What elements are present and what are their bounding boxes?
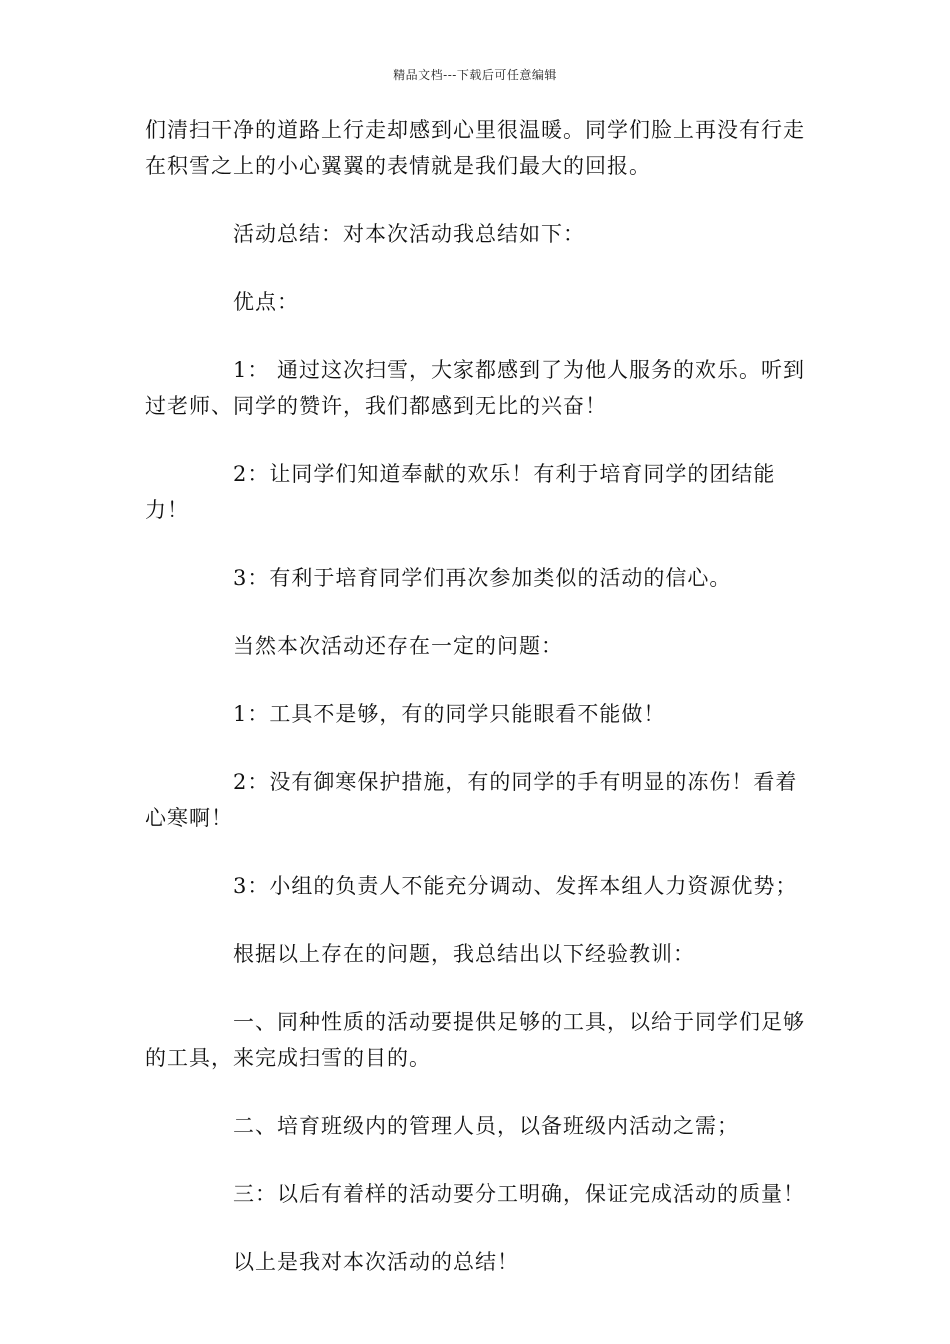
paragraph-lesson-3: 三：以后有着样的活动要分工明确，保证完成活动的质量！ [233,1182,805,1206]
page-header: 精品文档---下载后可任意编辑 [393,68,557,82]
paragraph-summary-intro: 活动总结：对本次活动我总结如下： [233,222,585,246]
paragraph-lesson-2: 二、培育班级内的管理人员，以备班级内活动之需； [233,1114,739,1138]
paragraph-advantage-1: 1： 通过这次扫雪，大家都感到了为他人服务的欢乐。听到过老师、同学的赞许，我们都感到无比的兴奋！ [145,358,806,418]
paragraph-lessons-heading: 根据以上存在的问题，我总结出以下经验教训： [233,942,695,966]
paragraph-continuation: 们清扫干净的道路上行走却感到心里很温暖。同学们脸上再没有行走在积雪之上的小心翼翼的表情就是我们最大的回报。 [145,118,805,178]
document-body [145,112,815,1312]
paragraph-lesson-1: 一、同种性质的活动要提供足够的工具，以给于同学们足够的工具，来完成扫雪的目的。 [145,1010,805,1070]
paragraph-problems-heading: 当然本次活动还存在一定的问题： [233,634,563,658]
paragraph-advantage-2: 2：让同学们知道奉献的欢乐！有利于培育同学的团结能力！ [145,462,776,522]
paragraph-advantages-heading: 优点： [233,290,299,314]
paragraph-advantage-3: 3：有利于培育同学们再次参加类似的活动的信心。 [233,566,732,590]
paragraph-problem-1: 1：工具不是够，有的同学只能眼看不能做！ [233,702,666,726]
paragraph-problem-3: 3：小组的负责人不能充分调动、发挥本组人力资源优势； [233,874,798,898]
paragraph-problem-2: 2：没有御寒保护措施，有的同学的手有明显的冻伤！看着心寒啊！ [145,770,798,830]
paragraph-closing: 以上是我对本次活动的总结！ [233,1250,519,1274]
